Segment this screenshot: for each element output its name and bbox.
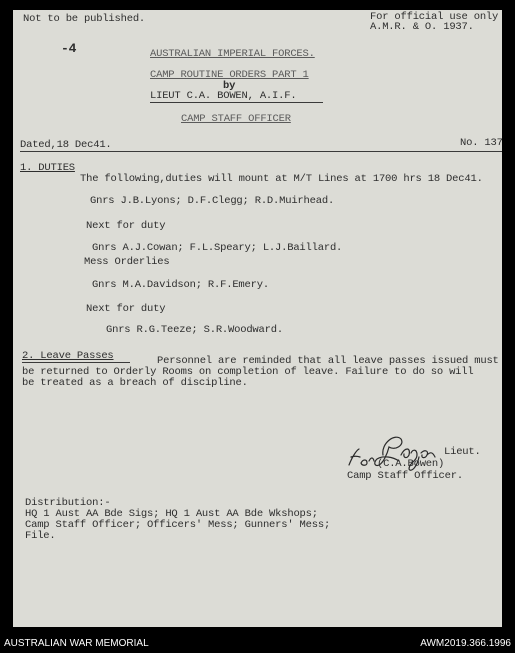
restriction-left: Not to be published. <box>23 13 146 25</box>
restriction-right-line2: A.M.R. & O. 1937. <box>370 21 474 33</box>
title-line5: CAMP STAFF OFFICER <box>181 113 291 125</box>
leave-line3: be treated as a breach of discipline. <box>22 377 248 389</box>
duties-line4: Gnrs R.G.Teeze; S.R.Woodward. <box>106 324 283 336</box>
document-sheet <box>13 10 502 627</box>
leave-line1: Personnel are reminded that all leave passes issued must <box>157 355 499 367</box>
footer-left: AUSTRALIAN WAR MEMORIAL <box>4 638 149 649</box>
title-line4: LIEUT C.A. BOWEN, A.I.F. <box>150 90 297 102</box>
title-rule <box>150 102 323 103</box>
restriction-right-line1: For official use only <box>370 11 499 23</box>
footer-right: AWM2019.366.1996 <box>420 638 511 649</box>
title-line3: by <box>223 80 236 92</box>
leave-line2: be returned to Orderly Rooms on completion of leave. Failure to do so will <box>22 366 474 378</box>
distribution-line3: Camp Staff Officer; Officers' Mess; Gunners' Mess; <box>25 519 331 531</box>
signature-rank: Lieut. <box>444 446 481 458</box>
leave-rule <box>22 362 130 363</box>
distribution-line4: File. <box>25 530 56 542</box>
title-line2: CAMP ROUTINE ORDERS PART 1 <box>150 69 309 81</box>
duties-line3: Gnrs M.A.Davidson; R.F.Emery. <box>92 279 269 291</box>
duties-line2: Gnrs A.J.Cowan; F.L.Speary; L.J.Baillard. <box>92 242 343 254</box>
distribution-line2: HQ 1 Aust AA Bde Sigs; HQ 1 Aust AA Bde Wkshops; <box>25 508 318 520</box>
duties-next1: Next for duty <box>86 220 166 232</box>
duties-line1: Gnrs J.B.Lyons; D.F.Clegg; R.D.Muirhead. <box>90 195 335 207</box>
order-number: No. 137 <box>460 137 503 149</box>
signature-name: (C.A.Bowen) <box>377 458 445 470</box>
distribution-line1: Distribution:- <box>25 497 111 509</box>
duties-mess: Mess Orderlies <box>84 256 170 268</box>
duties-heading: 1. DUTIES <box>20 162 75 174</box>
dated: Dated,18 Dec41. <box>20 139 112 151</box>
leave-heading: 2. Leave Passes <box>22 350 114 362</box>
header-divider <box>20 151 502 152</box>
duties-intro: The following,duties will mount at M/T Lines at 1700 hrs 18 Dec41. <box>80 173 483 185</box>
signature-title: Camp Staff Officer. <box>347 470 463 482</box>
corner-mark: -4 <box>61 41 77 56</box>
duties-next2: Next for duty <box>86 303 166 315</box>
title-line1: AUSTRALIAN IMPERIAL FORCES. <box>150 48 315 60</box>
